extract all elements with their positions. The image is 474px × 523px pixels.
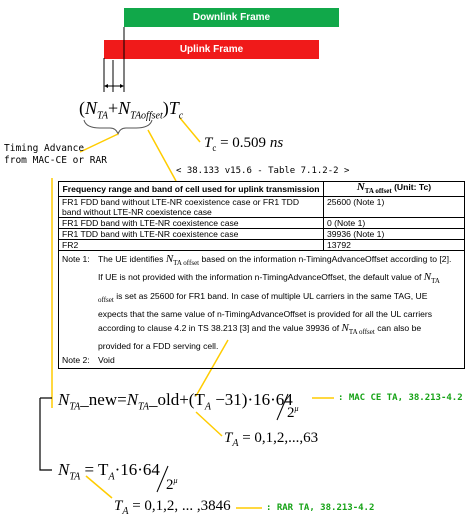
guide-line-offset [148, 130, 176, 181]
nta-brace [84, 120, 152, 134]
table-row: FR2 13792 [59, 240, 465, 251]
table-row: FR1 FDD band with LTE-NR coexistence case 0 (Note 1) [59, 218, 465, 229]
mac-ce-denominator: $2^\mu$ [287, 404, 299, 421]
guide-line-tc [180, 118, 200, 142]
mac-ce-equation: $N_{TA}\_new=N_{TA}\_old+(T_A -31)\cdot 16\cdot 64$ [58, 390, 293, 413]
table-header-row [59, 182, 465, 197]
mac-ce-range: $T_A = 0,1,2,...,63$ [224, 430, 319, 449]
table-row: FR1 TDD band with LTE-NR coexistence case 39936 (Note 1) [59, 229, 465, 240]
formula-bracket [40, 398, 52, 470]
downlink-frame-label: Downlink Frame [192, 12, 271, 23]
nta-offset-table [58, 181, 465, 369]
rar-denominator: $2^\mu$ [166, 476, 178, 493]
timing-expression: $(N_{TA}+N_{TAoffset})T_c$ [79, 98, 184, 122]
timing-advance-label: Timing Advance from MAC-CE or RAR [4, 143, 107, 166]
note1-text: The UE identifies $N_{TA offset}$ based on the information n-TimingAdvanceOffset according to [2]. If UE is not provided with the information n-TimingAdvanceOffset, the default value of $N_{TA offset}$ is set as 25600 for FR1 band. In case of multiple UL carriers in the same TAG, UE expects that the same value of n-TimingAdvanceOffset is provided for all the UL carriers according to clause 4.2 in TS 38.213 [3] and the value 39936 of $N_{TA offset}$ can also be provided for a FDD serving cell. [98, 253, 452, 351]
ta-arrow-head-right [120, 84, 124, 88]
note-row [59, 251, 465, 369]
tc-equation: $T_c = 0.509$ ns [204, 135, 284, 153]
uplink-frame-label: Uplink Frame [179, 44, 244, 55]
note1-label: Note 1: [62, 254, 90, 265]
note2-label: Note 2: [62, 354, 90, 365]
col2-header: $N_{TA offset}$ (Unit: Tc) [324, 182, 465, 197]
table-row: FR1 FDD band without LTE-NR coexistence case or FR1 TDD band without LTE-NR coexistence case 25600 (Note 1) [59, 197, 465, 218]
col1-header: Frequency range and band of cell used for uplink transmission [59, 182, 324, 197]
table-caption: < 38.133 v15.6 - Table 7.1.2-2 > [176, 166, 350, 176]
rar-ta-label: : RAR TA, 38.213-4.2 [266, 503, 375, 513]
rar-range: $T_A = 0,1,2$, ... ,3846 [114, 498, 231, 517]
rar-equation: $N_{TA} = T_A\cdot 16\cdot 64$ [58, 460, 160, 483]
mac-ce-ta-label: : MAC CE TA, 38.213-4.2 [338, 393, 463, 403]
guide-line-mac-range [196, 412, 222, 436]
note2-text: Void [98, 354, 115, 365]
ta-arrow-head-left [104, 84, 108, 88]
